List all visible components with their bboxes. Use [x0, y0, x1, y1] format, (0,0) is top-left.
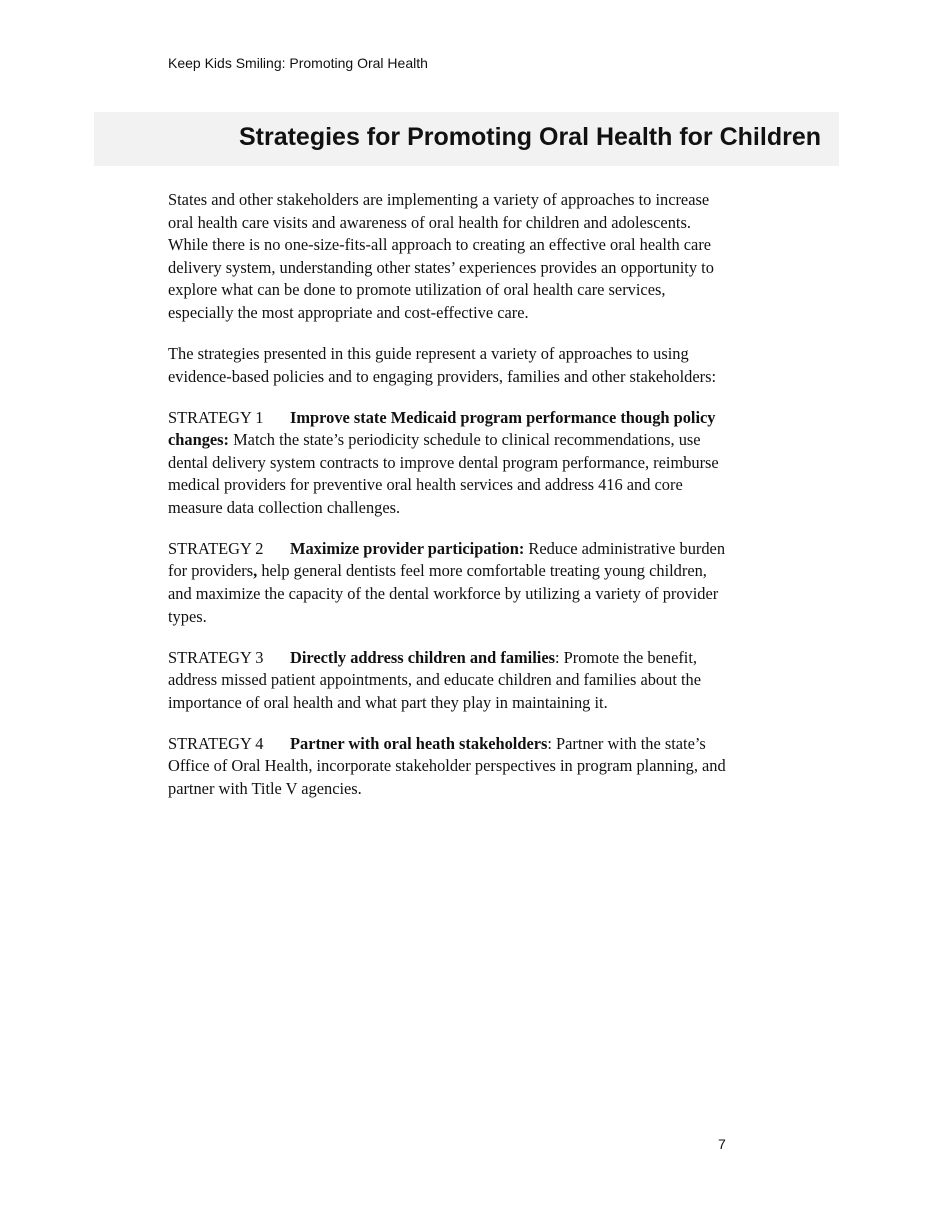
- intro-paragraph-2: The strategies presented in this guide represent a variety of approaches to using evidence-based policies and to engaging providers, families and other stakeholders:: [168, 343, 716, 386]
- intro-paragraph-1: States and other stakeholders are implementing a variety of approaches to increase oral health care visits and awareness of oral health for children and adolescents. While there is no one-size-fits-all approach to creating an effective oral health care delivery system, understanding other states’ experiences provides an opportunity to explore what can be done to promote utilization of oral health care services, especially the most appropriate and cost-effective care.: [168, 190, 714, 322]
- strategy-2: [168, 538, 734, 628]
- body-text: [168, 189, 734, 819]
- strategy-2-comma: ,: [253, 561, 258, 581]
- strategy-3: [168, 647, 734, 715]
- strategy-4-text: : Partner with the state’s Office of Oral Health, incorporate stakeholder perspectives in program planning, and partner with Title V agencies.: [168, 733, 726, 799]
- strategy-2-heading: Maximize provider participation:: [290, 538, 525, 558]
- strategy-3-label: STRATEGY 3: [168, 647, 264, 667]
- title-band: [94, 112, 839, 166]
- strategy-2-text-b: help general dentists feel more comfortable treating young children, and maximize the capacity of the dental workforce by utilizing a variety of provider types.: [168, 561, 719, 626]
- strategy-1: [168, 407, 734, 520]
- strategy-4: [168, 733, 734, 801]
- page-number: 7: [718, 1136, 726, 1152]
- strategy-1-label: STRATEGY 1: [168, 407, 264, 427]
- strategy-3-text: : Promote the benefit, address missed patient appointments, and educate children and families about the importance of oral health and what part they play in maintaining it.: [168, 647, 701, 712]
- running-header: Keep Kids Smiling: Promoting Oral Health: [168, 55, 428, 71]
- strategy-1-text: Match the state’s periodicity schedule to clinical recommendations, use dental delivery system contracts to improve dental program performance, reimburse medical providers for preventive oral health services and address 416 and core measure data collection challenges.: [168, 430, 719, 517]
- strategy-3-heading: Directly address children and families: [290, 647, 555, 667]
- strategy-4-heading: Partner with oral heath stakeholders: [290, 733, 548, 753]
- strategy-1-heading: Improve state Medicaid program performance though policy changes:: [168, 407, 716, 450]
- page-title: Strategies for Promoting Oral Health for Children: [238, 123, 821, 151]
- strategy-4-label: STRATEGY 4: [168, 733, 264, 753]
- strategy-2-text-a: Reduce administrative burden for providers: [168, 538, 726, 581]
- strategy-2-label: STRATEGY 2: [168, 538, 264, 558]
